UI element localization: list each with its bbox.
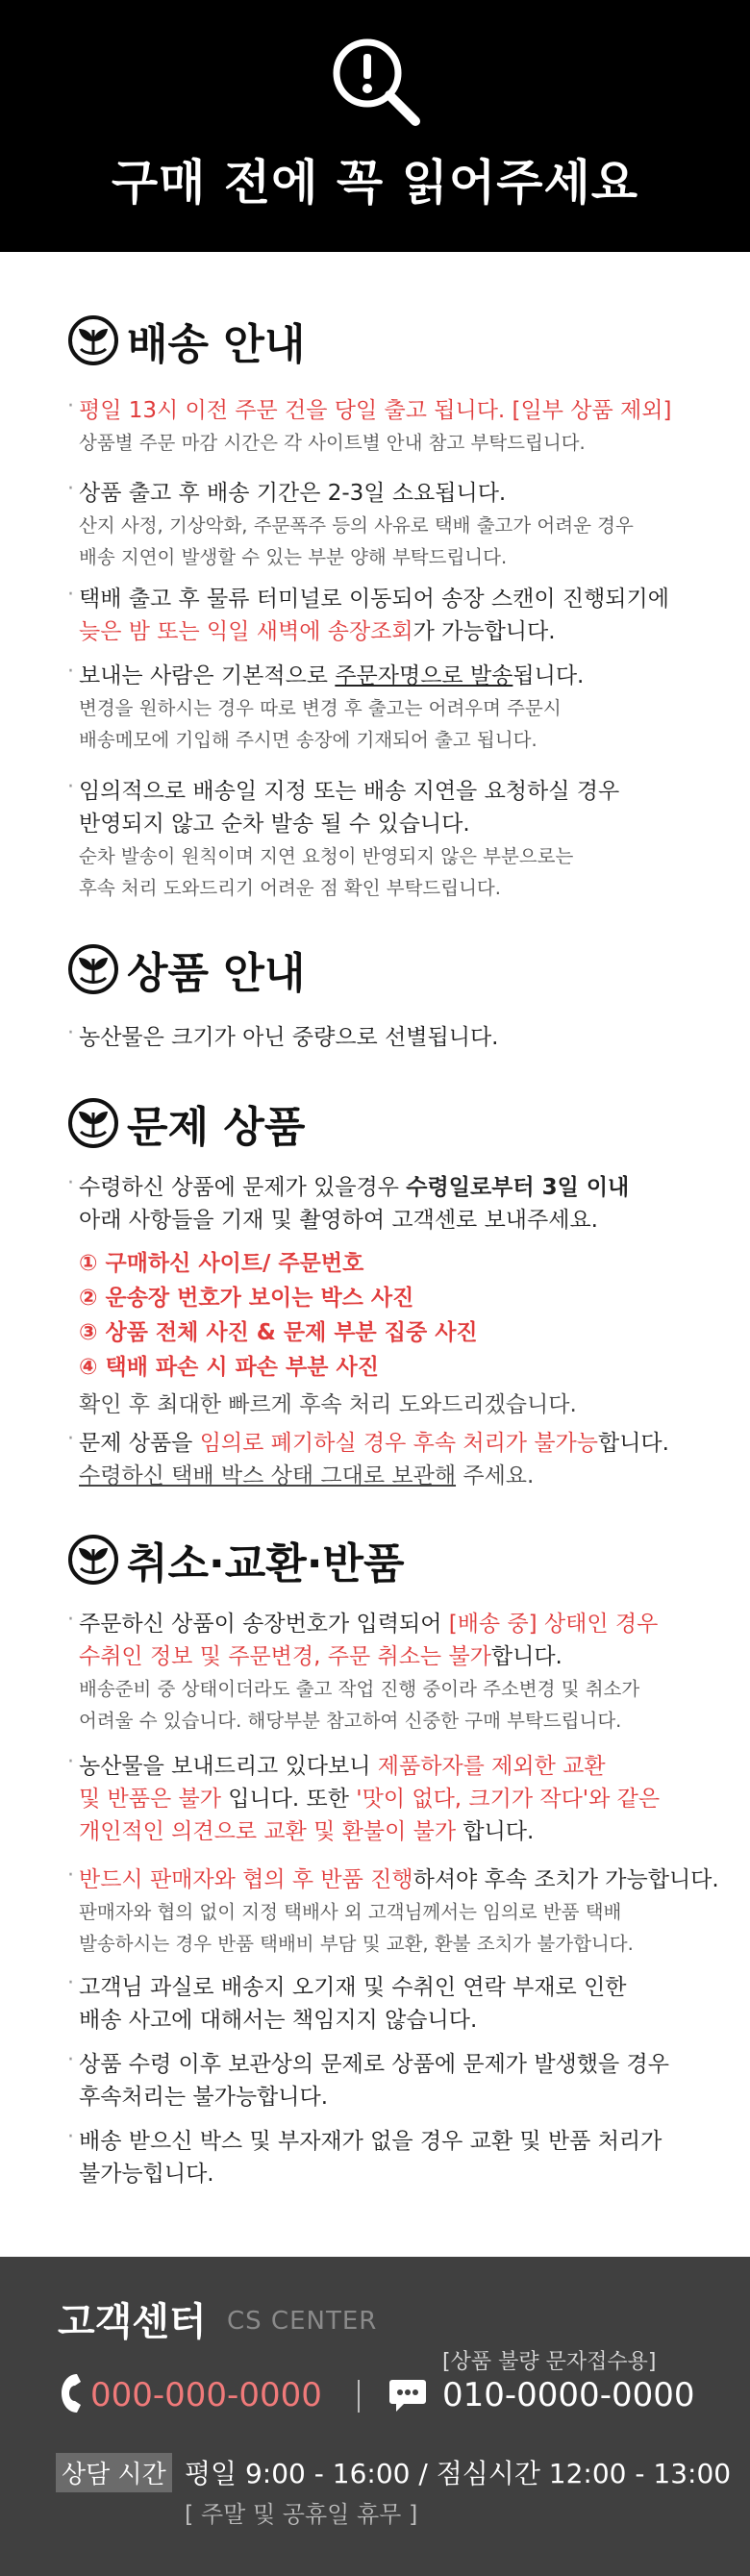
leaf-badge-icon xyxy=(67,1097,119,1149)
list-item: · 주문하신 상품이 송장번호가 입력되어 [배송 중] 상태인 경우 수취인 정보 및 주문변경, 주문 취소는 불가합니다. 배송준비 중 상태이더라도 출고 작업 진행 중이라 주소변경 및 취소가 어려울 수 있습니다. 해당부분 참고하여 신중한 구매 부탁드립니다. xyxy=(67,1608,659,1732)
leaf-badge-icon xyxy=(67,943,119,995)
list-item: · 문제 상품을 임의로 폐기하실 경우 후속 처리가 불가능합니다. 수령하신 택배 박스 상태 그대로 보관해 주세요. xyxy=(67,1427,669,1488)
list-item: · 보내는 사람은 기본적으로 주문자명으로 발송됩니다. 변경을 원하시는 경우 따로 변경 후 출고는 어려우며 주문시 배송메모에 기입해 주시면 송장에 기재되어 출고 됩니다. xyxy=(67,660,585,751)
section-title-text: 배송 안내 xyxy=(127,320,306,369)
phone-number[interactable]: 000-000-0000 xyxy=(90,2376,322,2414)
list-item: · 상품 수령 이후 보관상의 문제로 상품에 문제가 발생했을 경우 후속처리는 불가능합니다. xyxy=(67,2048,669,2110)
cs-center-footer xyxy=(0,2257,750,2576)
list-item: · 고객님 과실로 배송지 오기재 및 수취인 연락 부재로 인한 배송 사고에 대해서는 책임지지 않습니다. xyxy=(67,1971,627,2033)
phone-icon xyxy=(58,2372,83,2414)
list-item: · 반드시 판매자와 협의 후 반품 진행하셔야 후속 조치가 가능합니다. 판매자와 협의 없이 지정 택배사 외 고객님께서는 임의로 반품 택배 발송하시는 경우 반품 택배비 부담 및 교환, 환불 조치가 불가합니다. xyxy=(67,1863,719,1955)
chat-icon xyxy=(388,2378,427,2414)
section-title-shipping xyxy=(67,310,305,371)
section-title-cancel xyxy=(67,1529,404,1590)
section-title-text: 취소·교환·반품 xyxy=(127,1539,405,1588)
list-item: · 농산물은 크기가 아닌 중량으로 선별됩니다. xyxy=(67,1021,499,1050)
divider xyxy=(358,2380,360,2413)
cs-subtitle: CS CENTER xyxy=(227,2307,378,2336)
list-item: · 임의적으로 배송일 지정 또는 배송 지연을 요청하실 경우 반영되지 않고 순차 발송 될 수 있습니다. 순차 발송이 원칙이며 지연 요청이 반영되지 않은 부분으로는 후속 처리 도와드리기 어려운 점 확인 부탁드립니다. xyxy=(67,775,620,899)
section-title-problem xyxy=(67,1092,305,1154)
list-item: · 상품 출고 후 배송 기간은 2-3일 소요됩니다. 산지 사정, 기상악화, 주문폭주 등의 사유로 택배 출고가 어려운 경우 배송 지연이 발생할 수 있는 부분 양해 부탁드립니다. xyxy=(67,477,634,568)
numbered-item: ② 운송장 번호가 보이는 박스 사진 xyxy=(79,1286,414,1311)
sms-number[interactable]: 010-0000-0000 xyxy=(442,2376,695,2414)
numbered-item: ③ 상품 전체 사진 & 문제 부분 집중 사진 xyxy=(79,1320,478,1345)
section-title-product xyxy=(67,938,305,1000)
page-title: 구매 전에 꼭 읽어주세요 xyxy=(111,155,639,211)
numbered-item: ① 구매하신 사이트/ 주문번호 xyxy=(79,1251,364,1276)
list-item: · 평일 13시 이전 주문 건을 당일 출고 됩니다. [일부 상품 제외] 상품별 주문 마감 시간은 각 사이트별 안내 참고 부탁드립니다. xyxy=(67,394,672,454)
leaf-badge-icon xyxy=(67,314,119,366)
sms-note: [상품 불량 문자접수용] xyxy=(442,2350,657,2374)
business-hours: 평일 9:00 - 16:00 / 점심시간 12:00 - 13:00 xyxy=(185,2458,732,2489)
list-item: · 농산물을 보내드리고 있다보니 제품하자를 제외한 교환 및 반품은 불가 입니다. 또한 '맛이 없다, 크기가 작다'와 같은 개인적인 의견으로 교환 및 환불이 불가 합니다. xyxy=(67,1750,661,1844)
numbered-item: ④ 택배 파손 시 파손 부분 사진 xyxy=(79,1355,379,1380)
list-item: · 배송 받으신 박스 및 부자재가 없을 경우 교환 및 반품 처리가 불가능힙니다. xyxy=(67,2125,662,2187)
hours-label: 상담 시간 xyxy=(56,2453,172,2492)
section-title-text: 상품 안내 xyxy=(127,949,306,998)
holiday-note: [ 주말 및 공휴일 휴무 ] xyxy=(185,2501,418,2528)
warning-search-icon xyxy=(327,33,423,129)
list-item: · 택배 출고 후 물류 터미널로 이동되어 송장 스캔이 진행되기에 늦은 밤 또는 익일 새벽에 송장조회가 가능합니다. xyxy=(67,583,669,644)
section-title-text: 문제 상품 xyxy=(127,1103,306,1152)
list-item: · 수령하신 상품에 문제가 있을경우 수령일로부터 3일 이내 아래 사항들을 기재 및 촬영하여 고객센로 보내주세요. ① 구매하신 사이트/ 주문번호 ② 운송장 번호가 보이는 박스 사진 ③ 상품 전체 사진 & 문제 부분 집중 사진 ④ 택배 파손 시 파손 부분 사진 확인 후 최대한 빠르게 후속 처리 도와드리겠습니다. xyxy=(67,1171,731,1421)
header-banner xyxy=(0,0,750,252)
leaf-badge-icon xyxy=(67,1534,119,1586)
cs-title: 고객센터 xyxy=(58,2300,207,2344)
